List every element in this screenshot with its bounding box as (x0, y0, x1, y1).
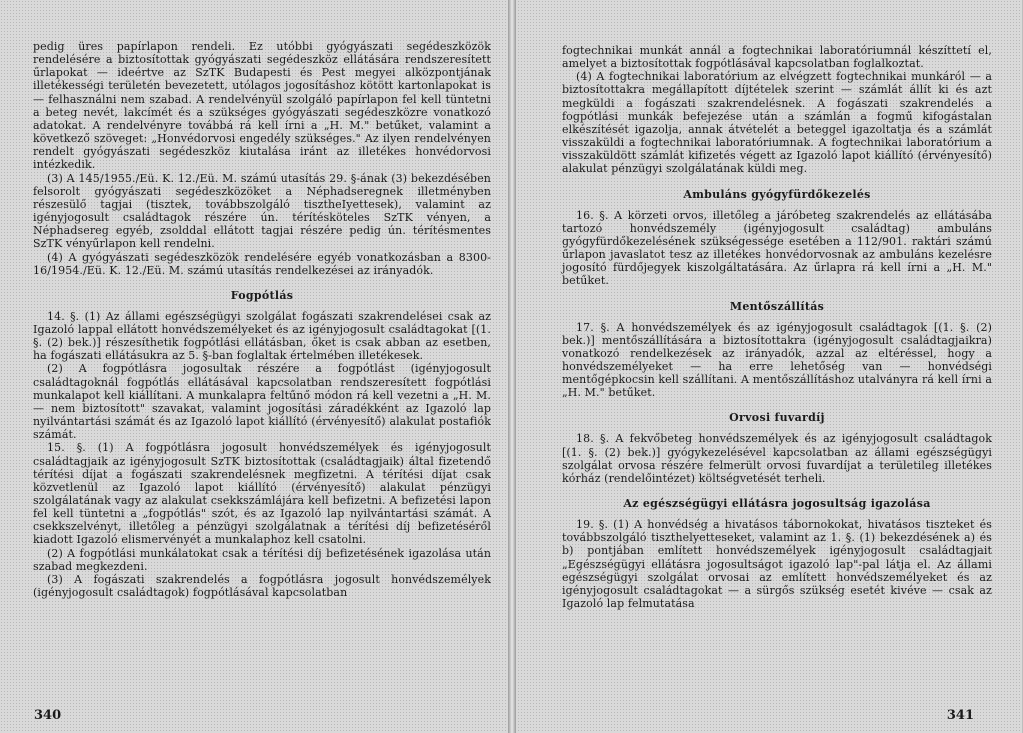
paragraph: (4) A fogtechnikai laboratórium az elvégzett fogtechnikai munkáról — a biztosítottakra megállapított díjtételek szerint — számlát állít ki és azt megküldi a fogászati szakrendelésnek. A fogászati szakrendelés a fogpótlási munkák befejezése után a számlán a fogmű kifogástalan elkészítését igazolja, annak átvételét a beteggel igazoltatja és a számlát visszaküldi a fogtechnikai laboratóriumnak. A fogtechnikai laboratórium a visszaküldött számlát kifizetés végett az Igazoló lapot kiállító (érvényesítő) alakulat pénzügyi szolgálatának küldi meg. (562, 70, 992, 176)
paragraph: 18. §. A fekvőbeteg honvédszemélyek és az igényjogosult családtagok [(1. §. (2) bek.)] gyógykezelésével kapcsolatban az állami egészségügyi szolgálat orvosa részére felmerült orvosi fuvardíjat a területileg illetékes kórház (rendelőintézet) költségvetését terheli. (562, 432, 992, 485)
section-heading: Mentőszállítás (729, 299, 825, 313)
page-number-right: 341 (946, 708, 974, 723)
section-heading: Orvosi fuvardíj (729, 411, 825, 425)
paragraph: 19. §. (1) A honvédség a hivatásos tábornokokat, hivatásos tiszteket és továbbszolgáló tiszthelyetteseket, valamint az 1. §. (1) bekezdésének a) és b) pontjában említett honvédszemélyek igényjogosult családtagjait „Egészségügyi ellátásra jogosultságot igazoló lap"-pal látja el. Az állami egészségügyi szolgálat orvosai az említett honvédszemélyeket és az igényjogosult családtagokat — a sürgős szükség esetét kivéve — csak az Igazoló lap felmutatása (562, 518, 992, 610)
page-number-left: 340 (34, 708, 62, 723)
section-heading: Az egészségügyi ellátásra jogosultság igazolása (623, 497, 931, 511)
right-page-text (562, 44, 992, 610)
section-heading: Ambuláns gyógyfürdőkezelés (683, 187, 871, 201)
left-page-text (33, 40, 491, 599)
paragraph: 17. §. A honvédszemélyek és az igényjogosult családtagok [(1. §. (2) bek.)] mentőszállítására a biztosítottakra (igényjogosult családtagjaikra) vonatkozó rendelkezések az irányadók, azzal az eltéréssel, hogy a honvédszemélyeket — ha erre lehetőség van — honvédségi mentőgépkocsin kell szállítani. A mentőszállításhoz utalványra rá kell írni a „H. M." betűket. (562, 320, 992, 400)
left-page (0, 0, 511, 733)
book-gutter (508, 0, 516, 733)
paragraph: 15. §. (1) A fogpótlásra jogosult honvédszemélyek és igényjogosult családtagjaik az igényjogosult SzTK biztosítottak (családtagjaik) által fizetendő térítési díjat a fogászati szakrendelésnek megfizetni. A térítési díjat csak közvetlenül az Igazoló lapot kiállító (érvényesítő) alakulat pénzügyi szolgálatának vagy az alakulat csekkszámlájára kell befizetni. A befizetési lapon fel kell tüntetni a „fogpótlás" szót, és az Igazoló lap nyilvántartási számát. A csekkszelvényt, illetőleg a pénzügyi szolgálatnak a térítési díj befizetéséről kiadott Igazoló elismervényét a munkalaphoz kell csatolni. (33, 441, 491, 547)
section-heading: Fogpótlás (230, 288, 294, 302)
paragraph: 14. §. (1) Az állami egészségügyi szolgálat fogászati szakrendelései csak az Igazoló lappal ellátott honvédszemélyeket és az igényjogosult családtagokat [(1. §. (2) bek.)] részesíthetik fogpótlási ellátásban, őket is csak abban az esetben, ha fogászati ellátásukra az 5. §-ban foglaltak értelmében illetékesek. (33, 309, 491, 363)
paragraph: (4) A gyógyászati segédeszközök rendelésére egyéb vonatkozásban a 8300-16/1954./Eü. K. 12./Eü. M. számú utasítás rendelkezései az irányadók. (33, 250, 491, 277)
right-page (511, 0, 1022, 733)
paragraph: 16. §. A körzeti orvos, illetőleg a járóbeteg szakrendelés az ellátásába tartozó honvédszemély (igényjogosult családtag) ambuláns gyógyfürdőkezelésének szükségessége esetében a 112/901. raktári számú űrlapon javaslatot tesz az illetékes honvédorvosnak az ambuláns kezelésre jogosító fürdőjegyek kiszolgáltatására. Az űrlapra rá kell írni a „H. M." betűket. (562, 208, 992, 288)
paragraph: (3) A fogászati szakrendelés a fogpótlásra jogosult honvédszemélyek (igényjogosult családtagok) fogpótlásával kapcsolatban (33, 572, 491, 600)
paragraph: fogtechnikai munkát annál a fogtechnikai laboratóriumnál készíttetí el, amelyet a biztosítottak fogpótlásával kapcsolatban foglalkoztat. (562, 44, 992, 71)
paragraph: (2) A fogpótlási munkálatokat csak a térítési díj befizetésének igazolása után szabad megkezdeni. (33, 546, 491, 573)
paragraph: (3) A 145/1955./Eü. K. 12./Eü. M. számú utasítás 29. §-ának (3) bekezdésében felsorolt gyógyászati segédeszközöket a Néphadseregnek illetményben részesülő tagjai (tisztek, továbbszolgáló tisztheIyettesek), valamint az igényjogosult családtagok részére ún. térítésköteles SzTK vényen, a Néphadsereg egyéb, zsolddal ellátott tagjai részére pedig ún. térítésmentes SzTK vényűrlapon kell rendelni. (33, 171, 491, 251)
paragraph: (2) A fogpótlásra jogosultak részére a fogpótlást (igényjogosult családtagoknál fogpótlás ellátásával kapcsolatban rendszeresített fogpótlási munkalapot kell kiállítani. A munkalapra feltűnő módon rá kell vezetni a „H. M. — nem biztosított" szavakat, valamint jogosítási záradékként az Igazoló lap nyilvántartási számát és az Igazoló lapot kiállító (érvényesítő) alakulat postafiók számát. (33, 362, 491, 442)
paragraph: pedig üres papírlapon rendeli. Ez utóbbi gyógyászati segédeszközök rendelésére a biztosítottak gyógyászati segédeszköz ellátására rendszeresített űrlapokat — ideértve az SzTK Budapesti és Pest megyei alközpontjának illetékességi területén bevezetett, utólagos jogosításhoz kötött kartonlapokat is — felhasználni nem szabad. A rendelvényül szolgáló papírlapon fel kell tüntetni a beteg nevét, lakcímét és a szükséges gyógyászati segédeszközre vonatkozó adatokat. A rendelvényre továbbá rá kell írni a „H. M." betűket, valamint a következő szöveget: „Honvédorvosi engedély szükséges." Az ilyen rendelvényen rendelt gyógyászati segédeszköz kiutalása iránt az illetékes honvédorvosi intézkedik. (33, 40, 491, 172)
